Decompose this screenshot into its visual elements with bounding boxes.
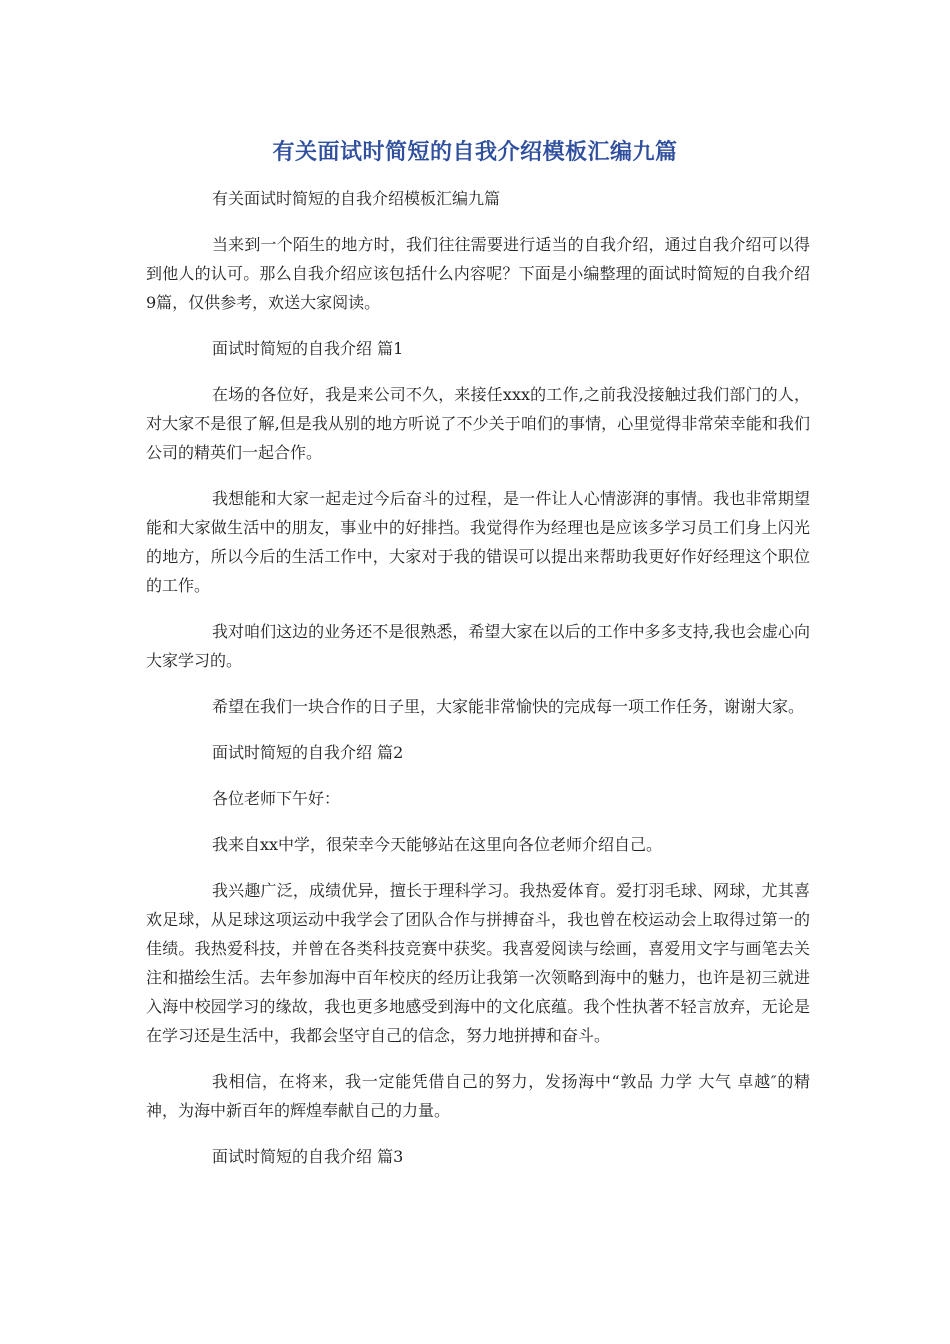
paragraph: 我对咱们这边的业务还不是很熟悉，希望大家在以后的工作中多多支持,我也会虚心向大家学习的。 [146,622,810,670]
section-heading-3: 面试时简短的自我介绍 篇3 [212,1147,404,1166]
section-heading-2: 面试时简短的自我介绍 篇2 [212,743,404,762]
paragraph: 我想能和大家一起走过今后奋斗的过程，是一件让人心情澎湃的事情。我也非常期望能和大家做生活中的朋友，事业中的好排挡。我觉得作为经理也是应该多学习员工们身上闪光的地方，所以今后的生活工作中，大家对于我的错误可以提出来帮助我更好作好经理这个职位的工作。 [146,489,810,595]
section-heading-1: 面试时简短的自我介绍 篇1 [212,339,404,358]
paragraph: 我相信，在将来，我一定能凭借自己的努力，发扬海中“敦品 力学 大气 卓越″的精神，为海中新百年的辉煌奉献自己的力量。 [146,1072,810,1120]
paragraph: 我来自xx中学，很荣幸今天能够站在这里向各位老师介绍自己。 [212,835,663,854]
paragraph-subtitle: 有关面试时简短的自我介绍模板汇编九篇 [212,189,501,208]
document-body [146,184,810,1188]
paragraph: 希望在我们一块合作的日子里，大家能非常愉快的完成每一项工作任务，谢谢大家。 [212,697,805,716]
paragraph: 各位老师下午好： [212,789,341,808]
paragraph-intro: 当来到一个陌生的地方时，我们往往需要进行适当的自我介绍，通过自我介绍可以得到他人的认可。那么自我介绍应该包括什么内容呢？下面是小编整理的面试时简短的自我介绍9篇，仅供参考，欢送大家阅读。 [146,235,810,312]
paragraph: 我兴趣广泛，成绩优异，擅长于理科学习。我热爱体育。爱打羽毛球、网球，尤其喜欢足球，从足球这项运动中我学会了团队合作与拼搏奋斗，我也曾在校运动会上取得过第一的佳绩。我热爱科技，并曾在各类科技竞赛中获奖。我喜爱阅读与绘画，喜爱用文字与画笔去关注和描绘生活。去年参加海中百年校庆的经历让我第一次领略到海中的魅力，也许是初三就进入海中校园学习的缘故，我也更多地感受到海中的文化底蕴。我个性执著不轻言放弃，无论是在学习还是生活中，我都会坚守自己的信念，努力地拼搏和奋斗。 [146,881,810,1045]
document-title: 有关面试时简短的自我介绍模板汇编九篇 [272,140,678,165]
paragraph: 在场的各位好，我是来公司不久，来接任xxx的工作,之前我没接触过我们部门的人，对大家不是很了解,但是我从别的地方听说了不少关于咱们的事情，心里觉得非常荣幸能和我们公司的精英们一起合作。 [146,385,810,462]
